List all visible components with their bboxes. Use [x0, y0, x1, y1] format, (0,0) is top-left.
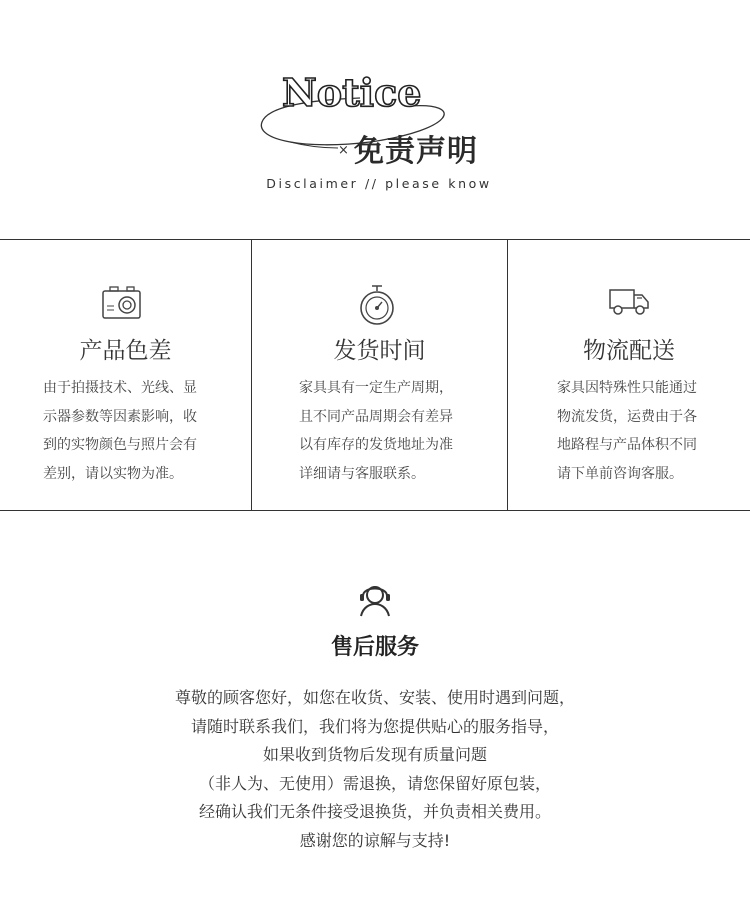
description-line: 家具因特殊性只能通过: [557, 380, 697, 396]
feature-description: [43, 374, 197, 488]
description-line: 地路程与产品体积不同: [557, 437, 697, 453]
feature-grid: [0, 239, 750, 511]
camera-icon: [101, 284, 143, 322]
paragraph-line: （非人为、无使用）需退换，请您保留好原包装，: [198, 773, 551, 793]
description-line: 物流发货，运费由于各: [557, 408, 697, 425]
customer-service-icon: [358, 582, 392, 618]
feature-description: [557, 374, 697, 488]
feature-title: 产品色差: [79, 338, 172, 364]
after-sales-text: [0, 684, 750, 855]
disclaimer-header: [0, 0, 750, 240]
feature-title: 发货时间: [333, 338, 426, 364]
paragraph-line: 尊敬的顾客您好，如您在收货、安装、使用时遇到问题，: [174, 688, 575, 707]
paragraph-line: 如果收到货物后发现有质量问题: [262, 745, 487, 764]
truck-icon: [608, 284, 650, 318]
description-line: 以有库存的发货地址为准: [299, 437, 453, 453]
description-line: 且不同产品周期会有差异: [299, 408, 453, 425]
after-sales-title: 售后服务: [330, 635, 419, 660]
paragraph-line: 经确认我们无条件接受退换货，并负责相关费用。: [198, 802, 551, 821]
description-line: 详细请与客服联系。: [299, 465, 425, 482]
page-subtitle: Disclaimer // please know: [266, 176, 492, 191]
description-line: 请下单前咨询客服。: [557, 465, 683, 482]
feature-logistics: [508, 240, 750, 510]
stopwatch-icon: [358, 284, 396, 326]
description-line: 到的实物颜色与照片会有: [43, 437, 197, 453]
paragraph-line: 请随时联系我们，我们将为您提供贴心的服务指导，: [190, 716, 559, 736]
feature-title: 物流配送: [583, 338, 675, 364]
feature-shipping-time: [252, 240, 508, 510]
description-line: 由于拍摄技术、光线、显: [43, 380, 197, 396]
feature-color-difference: [0, 240, 252, 510]
description-line: 差别，请以实物为准。: [43, 465, 183, 482]
svg-text:×: ×: [338, 143, 349, 158]
notice-word: Notice: [282, 70, 422, 115]
description-line: 示器参数等因素影响，收: [43, 408, 197, 425]
paragraph-line: 感谢您的谅解与支持!: [299, 830, 451, 850]
description-line: 家具具有一定生产周期，: [299, 380, 453, 396]
feature-description: [299, 374, 453, 488]
page-title: 免责声明: [354, 134, 478, 169]
